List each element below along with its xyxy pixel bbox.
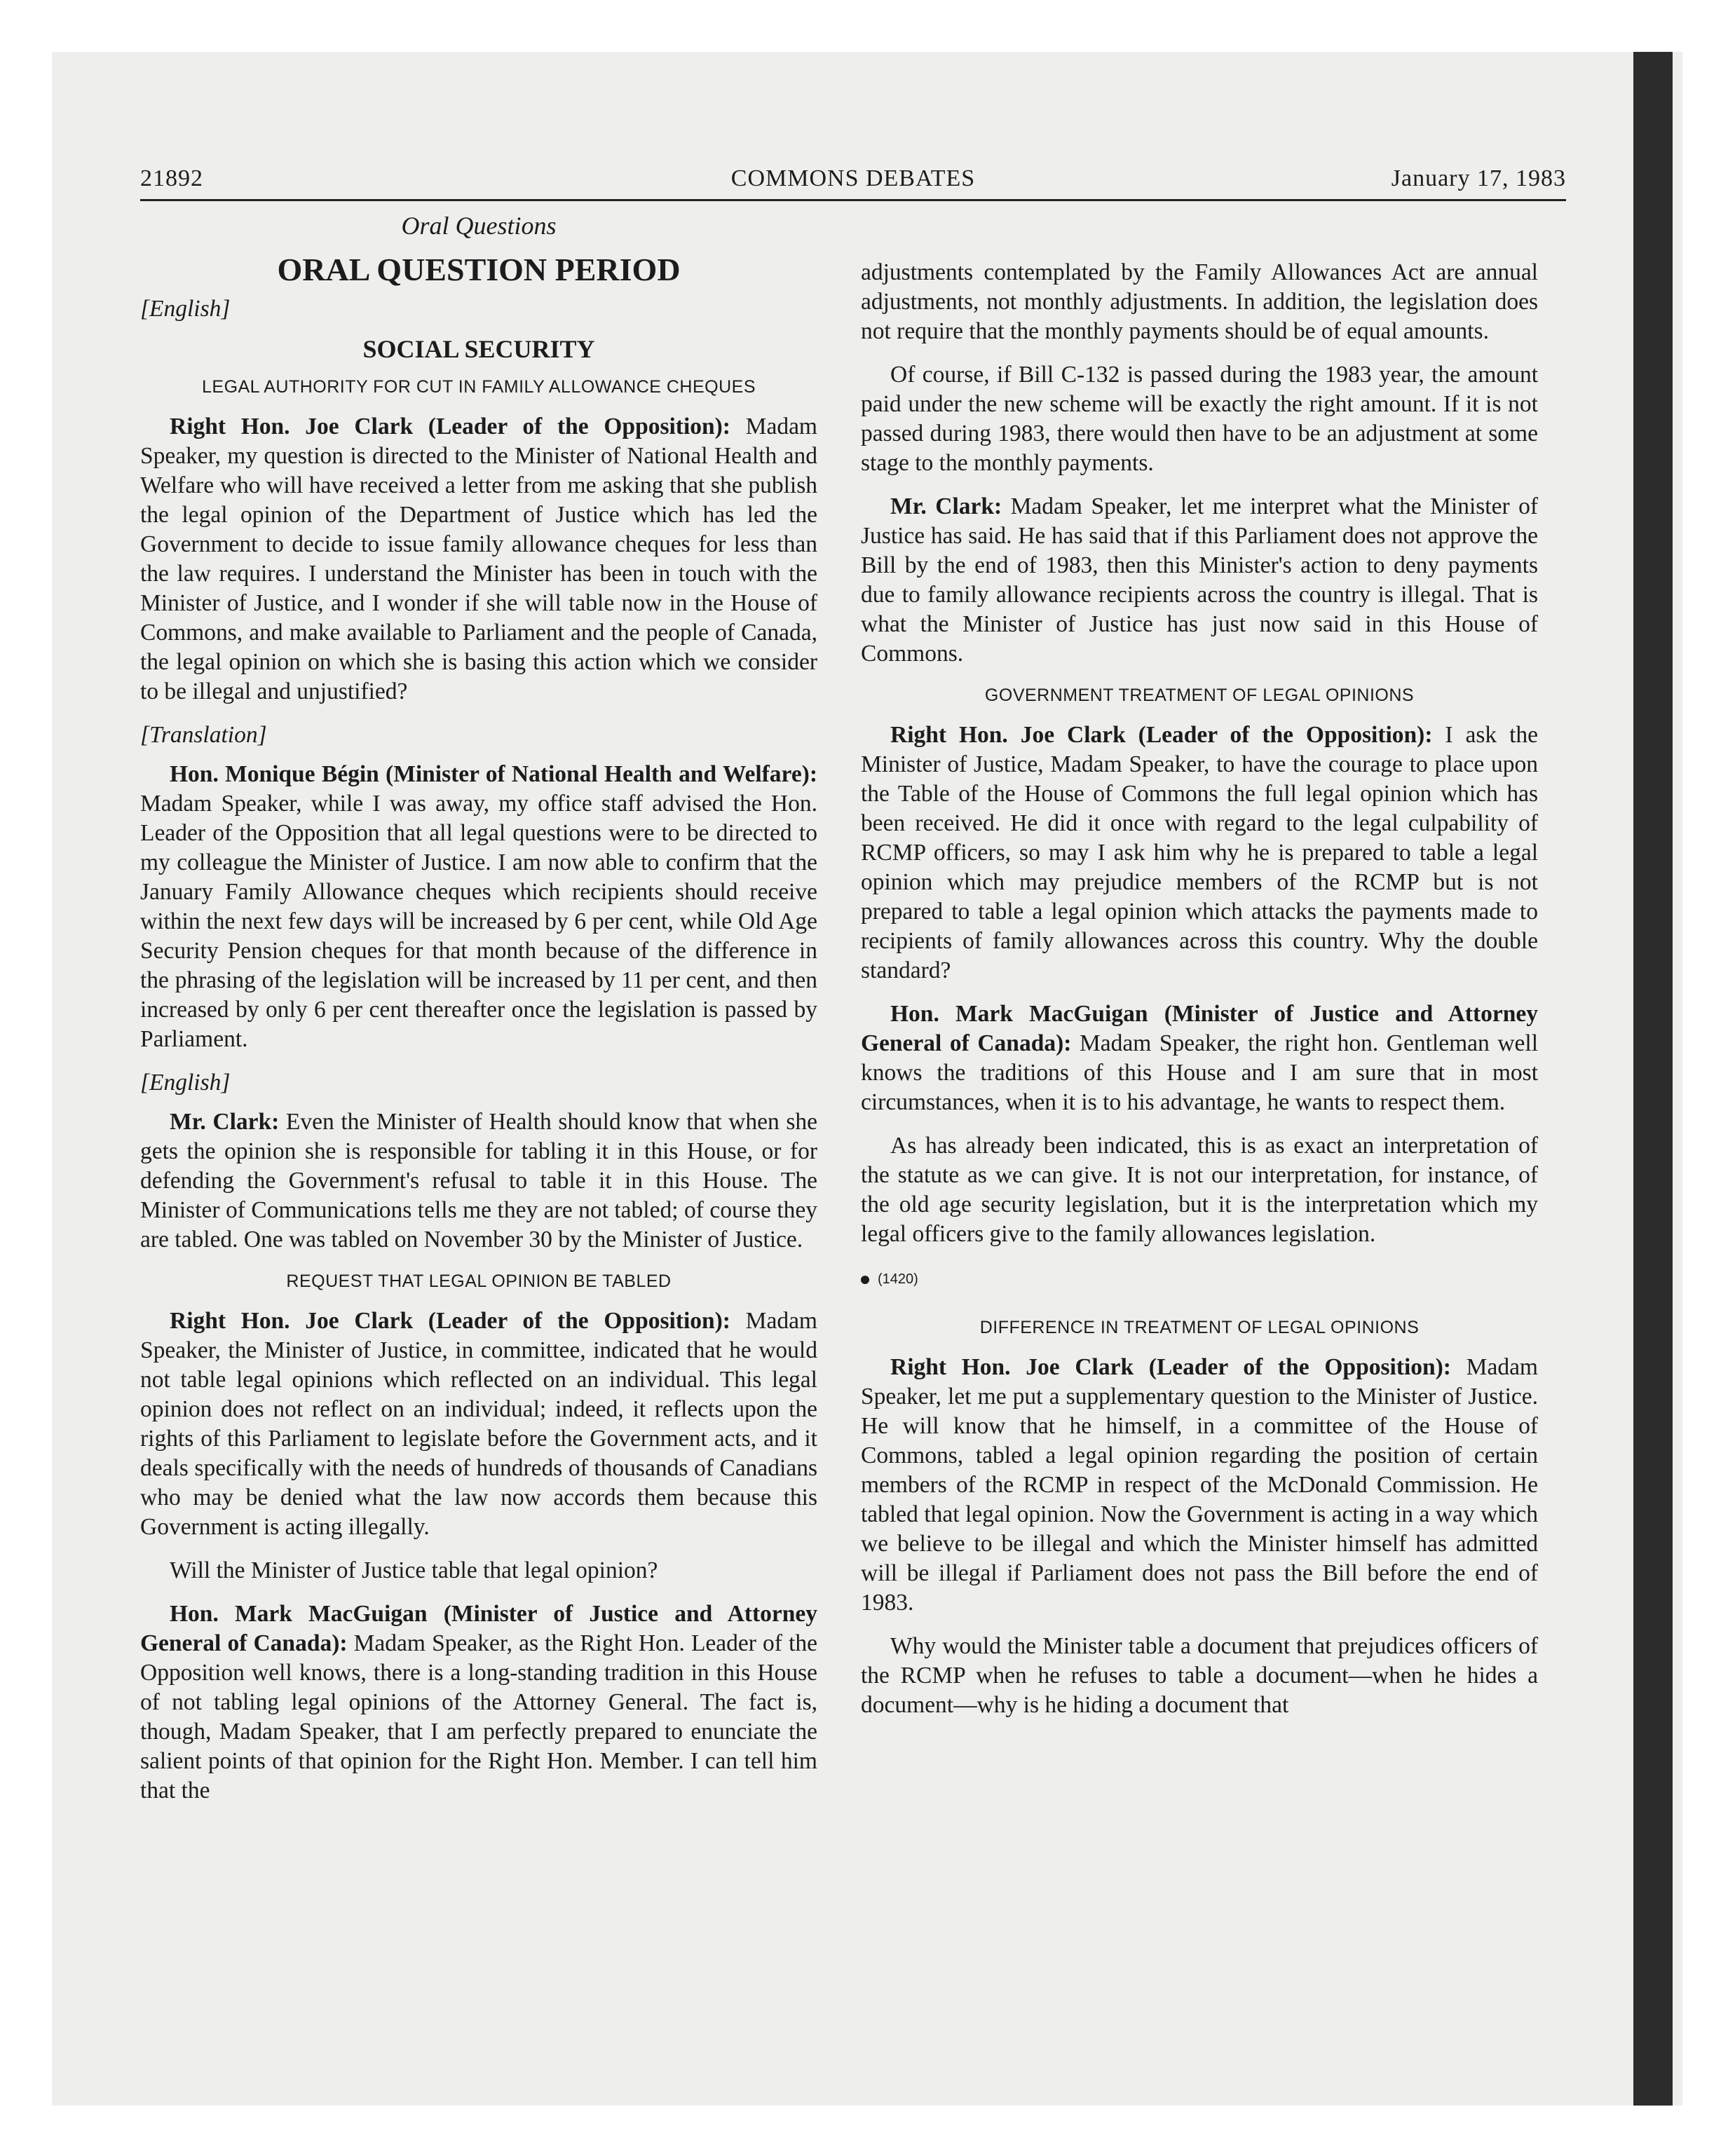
speaker-name: Hon. Mark MacGuigan (Minister of Justice and Attorney General of Canada): [861, 1001, 1538, 1056]
paragraph: As has already been indicated, this is as exact an interpretation of the statute as we can give. It is not our interpretation, for instance, of the old age security legislation, but it is the interpretation which my legal officers give to the family allowances legislation. [861, 1133, 1538, 1247]
page-date: January 17, 1983 [1391, 165, 1566, 191]
subheading: LEGAL AUTHORITY FOR CUT IN FAMILY ALLOWANCE CHEQUES [201, 377, 756, 397]
subheading: GOVERNMENT TREATMENT OF LEGAL OPINIONS [984, 685, 1415, 705]
header-rule [140, 199, 1566, 201]
subheading: DIFFERENCE IN TREATMENT OF LEGAL OPINIONS [979, 1318, 1420, 1337]
speaker-name: Right Hon. Joe Clark (Leader of the Opposition): [170, 414, 730, 439]
speech-text: Madam Speaker, as the Right Hon. Leader of the Opposition well knows, there is a long-standing tradition in this House of not tabling legal opinions of the Attorney General. The fact is, though, Madam Speaker, that I am perfectly prepared to enunciate the salient points of that opinion for the Right Hon. Member. I can tell him that the [140, 1630, 817, 1803]
speaker-name: Mr. Clark: [170, 1109, 280, 1135]
running-head: Oral Questions [401, 212, 557, 240]
paragraph: adjustments contemplated by the Family Allowances Act are annual adjustments, not monthly adjustments. In addition, the legislation does not require that the monthly payments should be of equal amounts. [861, 259, 1538, 344]
paragraph [140, 1599, 817, 1806]
speech-text: Madam Speaker, my question is directed to the Minister of National Health and Welfare who will have received a letter from me asking that she publish the legal opinion of the Department of Justice which has led the Government to decide to issue family allowance cheques for less than the law requires. I understand the Minister has been in touch with the Minister of Justice, and I wonder if she will table now in the House of Commons, and make available to Parliament and the people of Canada, the legal opinion on which she is basing this action which we consider to be illegal and unjustified? [140, 414, 817, 704]
speaker-name: Right Hon. Joe Clark (Leader of the Opposition): [170, 1308, 730, 1334]
publication-title: COMMONS DEBATES [730, 165, 976, 191]
paragraph [140, 412, 817, 707]
left-column [140, 210, 817, 1820]
speech-text: Even the Minister of Health should know that when she gets the opinion she is responsible for tabling it in this House, or for defending the Government's refusal to table it in this House. The Minister of Communications tells me they are not tabled; of course they are tabled. One was tabled on November 30 by the Minister of Justice. [140, 1109, 817, 1253]
time-marker-text: (1420) [878, 1271, 918, 1287]
speaker-name: Right Hon. Joe Clark (Leader of the Opposition): [890, 1354, 1451, 1380]
main-heading: ORAL QUESTION PERIOD [277, 252, 681, 287]
paragraph: Why would the Minister table a document that prejudices officers of the RCMP when he refuses to table a document—when he hides a document—why is he hiding a document that [861, 1633, 1538, 1718]
subheading: REQUEST THAT LEGAL OPINION BE TABLED [286, 1271, 672, 1291]
speech-text: Madam Speaker, the right hon. Gentleman well knows the traditions of this House and I am sure that in most circumstances, when it is to his advantage, he wants to respect them. [861, 1030, 1538, 1115]
page-number: 21892 [140, 165, 203, 191]
speaker-name: Mr. Clark: [890, 493, 1002, 519]
right-column [861, 258, 1538, 1734]
time-marker [861, 1264, 1538, 1294]
speaker-name: Hon. Mark MacGuigan (Minister of Justice and Attorney General of Canada): [140, 1601, 817, 1656]
page-header [140, 165, 1566, 199]
paragraph: Will the Minister of Justice table that legal opinion? [170, 1557, 658, 1583]
paragraph [140, 760, 817, 1054]
speech-text: Madam Speaker, let me put a supplementary question to the Minister of Justice. He will know that he himself, in a committee of the House of Commons, tabled a legal opinion regarding the position of certain members of the RCMP in respect of the McDonald Commission. He tabled that legal opinion. Now the Government is acting in a way which we believe to be illegal and which the Minister himself has admitted will be illegal if Parliament does not pass the Bill before the end of 1983. [861, 1354, 1538, 1616]
paragraph [861, 999, 1538, 1117]
paragraph [861, 721, 1538, 985]
speaker-name: Right Hon. Joe Clark (Leader of the Opposition): [890, 722, 1433, 748]
scan-edge [1633, 52, 1673, 2106]
language-note: [English] [140, 296, 231, 322]
paragraph [861, 492, 1538, 669]
section-heading: SOCIAL SECURITY [362, 335, 595, 363]
speech-text: Madam Speaker, the Minister of Justice, in committee, indicated that he would not table legal opinions which reflected on an individual. This legal opinion does not reflect on an individual; indeed, it reflects upon the rights of this Parliament to legislate before the Government acts, and it deals specifically with the needs of hundreds of thousands of Canadians who may be denied what the law now accords them because this Government is acting illegally. [140, 1308, 817, 1540]
speech-text: I ask the Minister of Justice, Madam Speaker, to have the courage to place upon the Table of the House of Commons the full legal opinion which has been received. He did it once with regard to the legal culpability of RCMP officers, so may I ask him why he is prepared to table a legal opinion which may prejudice members of the RCMP but is not prepared to table a legal opinion which attacks the payments made to recipients of family allowances across this country. Why the double standard? [861, 722, 1539, 983]
paragraph: Of course, if Bill C-132 is passed during the 1983 year, the amount paid under the new scheme will be exactly the right amount. If it is not passed during 1983, there would then have to be an adjustment at some stage to the monthly payments. [861, 362, 1538, 476]
language-note: [Translation] [140, 722, 267, 748]
speech-text: Madam Speaker, let me interpret what the Minister of Justice has said. He has said that if this Parliament does not approve the Bill by the end of 1983, then this Minister's action to deny payments due to family allowance recipients across the country is illegal. That is what the Minister of Justice has just now said in this House of Commons. [861, 493, 1538, 667]
paragraph [861, 1353, 1538, 1618]
language-note: [English] [140, 1070, 231, 1096]
bullet-icon [861, 1276, 869, 1284]
paragraph [140, 1306, 817, 1542]
speech-text: Madam Speaker, while I was away, my office staff advised the Hon. Leader of the Opposition that all legal questions were to be directed to my colleague the Minister of Justice. I am now able to confirm that the January Family Allowance cheques which recipients should receive within the next few days will be increased by 6 per cent, while Old Age Security Pension cheques for that month because of the difference in the phrasing of the legislation will be increased by 11 per cent, and then increased by only 6 per cent thereafter once the legislation is passed by Parliament. [140, 791, 817, 1052]
paragraph [140, 1107, 817, 1255]
speaker-name: Hon. Monique Bégin (Minister of National Health and Welfare): [170, 761, 817, 787]
